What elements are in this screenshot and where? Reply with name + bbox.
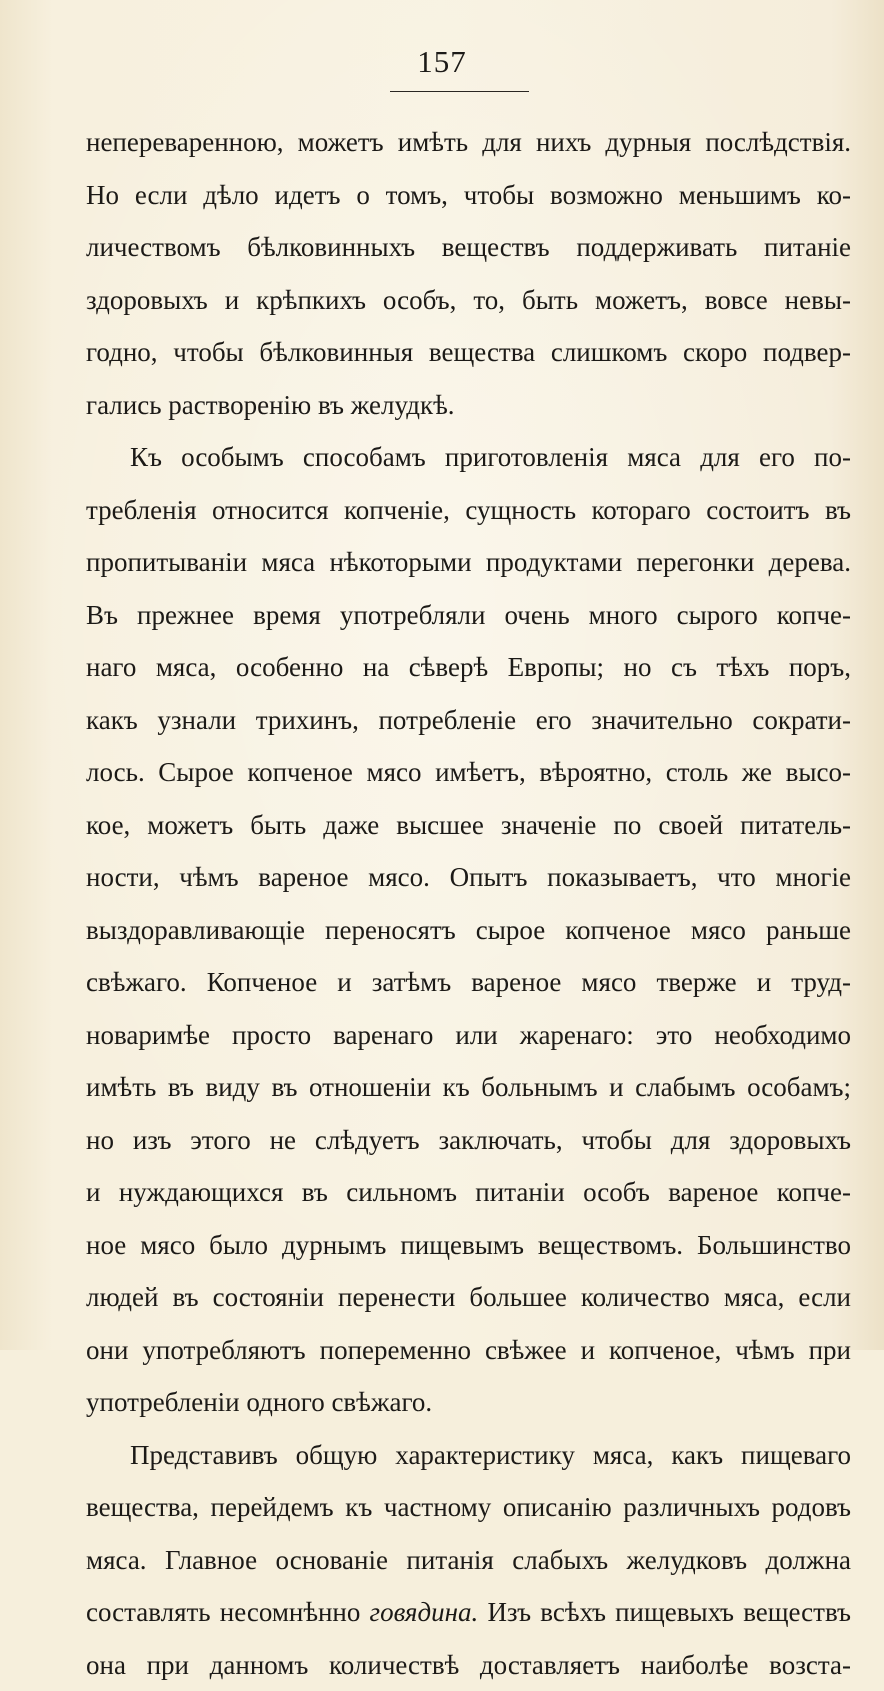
text-line (86, 589, 851, 642)
line-text: личествомъ бѣлковинныхъ веществъ поддерживать питаніе (86, 232, 851, 262)
text-line (86, 116, 851, 169)
text-line (86, 169, 851, 222)
text-line (86, 694, 851, 747)
line-text: Къ особымъ способамъ приготовленія мяса для его по- (130, 442, 851, 472)
line-text: Представивъ общую характеристику мяса, какъ пищеваго (130, 1440, 851, 1470)
text-line (86, 1376, 851, 1429)
text-line (86, 1219, 851, 1272)
text-line (86, 484, 851, 537)
line-text: какъ узнали трихинъ, потребленіе его значительно сократи- (86, 705, 851, 735)
line-text: употребленіи одного свѣжаго. (86, 1387, 432, 1417)
line-text: они употребляютъ попеременно свѣжее и копченое, чѣмъ при (86, 1335, 851, 1365)
line-text: годно, чтобы бѣлковинныя вещества слишкомъ скоро подвер- (86, 337, 851, 367)
text-line (86, 746, 851, 799)
text-line (86, 326, 851, 379)
text-line (86, 1166, 851, 1219)
line-text: ности, чѣмъ вареное мясо. Опытъ показываетъ, что многіе (86, 862, 851, 892)
text-line (86, 274, 851, 327)
line-text: людей въ состояніи перенести большее количество мяса, если (86, 1282, 851, 1312)
text-line (86, 799, 851, 852)
text-line (86, 1271, 851, 1324)
text-line (86, 1481, 851, 1534)
line-text: пропитываніи мяса нѣкоторыми продуктами перегонки дерева. (86, 547, 851, 577)
line-text: наго мяса, особенно на сѣверѣ Европы; но съ тѣхъ поръ, (86, 652, 851, 682)
line-text: кое, можетъ быть даже высшее значеніе по своей питатель- (86, 810, 851, 840)
line-text: составлять несомнѣнно (86, 1597, 370, 1627)
emphasized-word: говядина. (370, 1597, 479, 1627)
line-text: но изъ этого не слѣдуетъ заключать, чтобы для здоровыхъ (86, 1125, 851, 1155)
line-text: новаримѣе просто варенаго или жаренаго: это необходимо (86, 1020, 851, 1050)
text-line (86, 904, 851, 957)
line-text: гались растворенію въ желудкѣ. (86, 390, 455, 420)
line-text: выздоравливающіе переносятъ сырое копченое мясо раньше (86, 915, 851, 945)
body-text (86, 116, 851, 1691)
line-text: Но если дѣло идетъ о томъ, чтобы возможно меньшимъ ко- (86, 180, 851, 210)
text-line (86, 1429, 851, 1482)
line-text: здоровыхъ и крѣпкихъ особъ, то, быть можетъ, вовсе невы- (86, 285, 851, 315)
line-text: имѣть въ виду въ отношеніи къ больнымъ и слабымъ особамъ; (86, 1072, 851, 1102)
line-text: требленія относится копченіе, сущность котораго состоитъ въ (86, 495, 851, 525)
line-text: лось. Сырое копченое мясо имѣетъ, вѣроятно, столь же высо- (86, 757, 851, 787)
line-text: вещества, перейдемъ къ частному описанію различныхъ родовъ (86, 1492, 851, 1522)
text-line (86, 1586, 851, 1639)
text-line (86, 379, 851, 432)
text-line (86, 536, 851, 589)
page-number: 157 (0, 44, 884, 80)
header-rule (390, 91, 529, 92)
line-text: свѣжаго. Копченое и затѣмъ вареное мясо тверже и труд- (86, 967, 851, 997)
text-line (86, 1114, 851, 1167)
line-text: мяса. Главное основаніе питанія слабыхъ желудковъ должна (86, 1545, 851, 1575)
line-text: Въ прежнее время употребляли очень много сырого копче- (86, 600, 851, 630)
text-line (86, 956, 851, 1009)
text-line (86, 1639, 851, 1691)
line-text: непереваренною, можетъ имѣть для нихъ дурныя послѣдствія. (86, 127, 851, 157)
line-text: и нуждающихся въ сильномъ питаніи особъ вареное копче- (86, 1177, 851, 1207)
text-line (86, 641, 851, 694)
text-line (86, 431, 851, 484)
text-line (86, 1009, 851, 1062)
text-line (86, 851, 851, 904)
text-line (86, 221, 851, 274)
line-text: она при данномъ количествѣ доставляетъ наиболѣе возста- (86, 1650, 851, 1680)
line-text: ное мясо было дурнымъ пищевымъ веществомъ. Большинство (86, 1230, 851, 1260)
text-line (86, 1534, 851, 1587)
text-line (86, 1061, 851, 1114)
line-text-continued: Изъ всѣхъ пищевыхъ веществъ (478, 1597, 851, 1627)
